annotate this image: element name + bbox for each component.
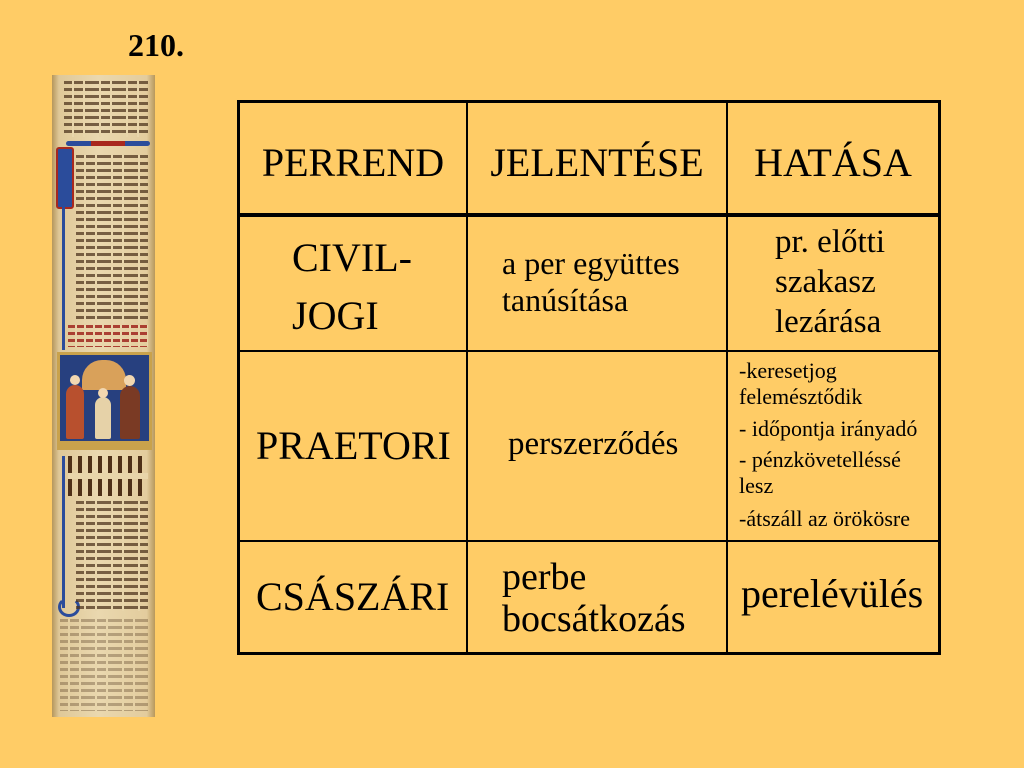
manuscript-rubric — [68, 325, 148, 347]
header-cell — [468, 103, 726, 213]
table-cell — [240, 542, 466, 652]
table-cell — [728, 352, 938, 540]
illustration-floor — [60, 441, 149, 447]
manuscript-text-block — [76, 155, 148, 323]
illustration-figure-head — [70, 375, 80, 385]
column-header-hatasa: HATÁSA — [754, 140, 912, 185]
illustration-figure-head — [98, 388, 108, 398]
manuscript-text-block — [64, 81, 148, 137]
cell-line: a per együttes — [502, 245, 680, 281]
cell-text: perszerződés — [508, 426, 679, 462]
manuscript-flourish — [66, 141, 150, 146]
column-header-jelentese: JELENTÉSE — [490, 140, 704, 185]
decorated-initial — [56, 147, 74, 209]
cell-text: PRAETORI — [256, 423, 451, 468]
procedure-table — [237, 100, 941, 655]
cell-line: -átszáll az örökösre — [739, 506, 911, 531]
column-header-perrend: PERREND — [261, 140, 445, 185]
manuscript-margin-border — [62, 207, 65, 350]
cell-line: perbe — [502, 556, 587, 598]
manuscript-image — [52, 75, 155, 717]
table-cell — [468, 352, 726, 540]
cell-line: lesz — [739, 473, 774, 498]
cell-line: pr. előtti — [775, 224, 885, 260]
illustration-figure-head — [124, 375, 135, 386]
table-cell — [728, 542, 938, 652]
cell-line: JOGI — [292, 293, 379, 338]
cell-text — [292, 229, 412, 345]
cell-text — [502, 556, 686, 640]
manuscript-text-block — [60, 619, 148, 711]
manuscript-text-block — [76, 501, 148, 611]
cell-line: bocsátkozás — [502, 598, 686, 640]
table-cell — [468, 217, 726, 350]
cell-text: CSÁSZÁRI — [256, 574, 450, 619]
table-cell — [240, 217, 466, 350]
effect-item — [739, 447, 901, 499]
effect-item — [739, 416, 917, 442]
cell-line: -keresetjog — [739, 358, 837, 383]
illustration-figure — [66, 385, 84, 439]
cell-text — [502, 245, 680, 319]
cell-line: szakasz — [775, 264, 876, 300]
cell-line: felemésztődik — [739, 384, 863, 409]
table-cell — [728, 217, 938, 350]
cell-line: CIVIL- — [292, 235, 412, 280]
header-cell — [240, 103, 466, 213]
cell-line: lezárása — [775, 304, 882, 340]
effect-item — [739, 506, 910, 532]
illustration-arch — [82, 360, 126, 390]
manuscript-margin-border — [62, 456, 65, 608]
illustration-figure — [120, 386, 140, 439]
header-cell — [728, 103, 938, 213]
cell-line: - időpontja irányadó — [739, 416, 918, 441]
table-cell — [468, 542, 726, 652]
cell-line: tanúsítása — [502, 282, 629, 318]
slide-number: 210. — [128, 27, 184, 63]
cell-text: perelévülés — [741, 571, 924, 616]
manuscript-heading-letters — [68, 456, 148, 496]
cell-text — [775, 222, 885, 342]
effect-item — [739, 358, 862, 410]
manuscript-illustration — [57, 352, 152, 450]
table-cell — [240, 352, 466, 540]
illustration-figure — [95, 397, 111, 439]
cell-line: - pénzkövetelléssé — [739, 447, 901, 472]
